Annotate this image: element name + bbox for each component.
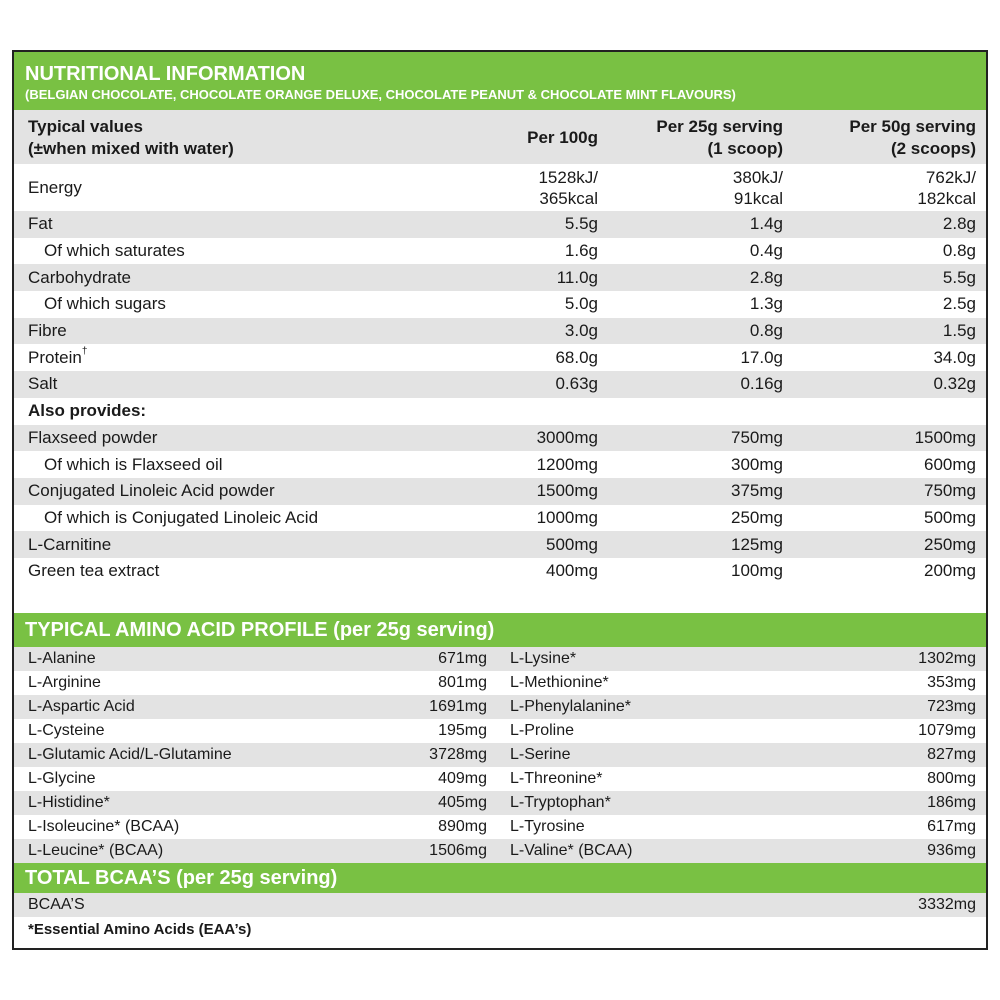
nutrition-title: NUTRITIONAL INFORMATION xyxy=(25,63,306,85)
value-per-25g xyxy=(598,211,783,238)
nutrient-label xyxy=(14,371,482,398)
value-per-50g-text: 1500mg xyxy=(914,427,976,447)
nutrient-label-text: Of which saturates xyxy=(44,241,185,261)
nutrient-row xyxy=(14,478,986,505)
energy-per-100g xyxy=(482,164,598,211)
value-per-50g-text: 2.8g xyxy=(942,214,976,234)
value-per-25g xyxy=(598,505,783,532)
nutrient-label xyxy=(14,558,482,585)
mixed-with-water-label: (±when mixed with water) xyxy=(28,139,234,158)
nutrient-rows xyxy=(14,211,986,398)
value-per-100g xyxy=(482,371,598,398)
value-per-100g xyxy=(482,558,598,585)
value-per-25g xyxy=(598,344,783,371)
nutrient-label-text: Of which sugars xyxy=(44,294,166,314)
value-per-100g xyxy=(482,211,598,238)
amino-acid-row xyxy=(14,695,500,719)
amino-acid-row xyxy=(14,671,500,695)
amino-acid-name: L-Cysteine xyxy=(28,721,105,739)
value-per-100g-text: 1.6g xyxy=(564,241,598,261)
value-per-25g xyxy=(598,238,783,265)
value-per-50g-text: 34.0g xyxy=(933,347,976,367)
amino-acid-name: L-Arginine xyxy=(28,673,101,691)
amino-acid-name: L-Tyrosine xyxy=(510,817,585,835)
nutrient-label-text: Of which is Flaxseed oil xyxy=(44,454,223,474)
energy-per-25g xyxy=(598,164,783,211)
nutrient-row xyxy=(14,531,986,558)
nutrient-label xyxy=(14,478,482,505)
amino-acid-value: 353mg xyxy=(927,673,976,691)
energy-per-50g xyxy=(783,164,986,211)
nutrient-row xyxy=(14,264,986,291)
value-per-100g-text: 5.0g xyxy=(564,294,598,314)
nutrient-label xyxy=(14,318,482,345)
energy-kj: 762kJ/ xyxy=(925,167,976,187)
amino-acid-value: 723mg xyxy=(927,697,976,715)
value-per-50g-text: 500mg xyxy=(924,507,976,527)
value-per-25g xyxy=(598,318,783,345)
value-per-50g-text: 200mg xyxy=(924,561,976,581)
per-25g-header xyxy=(598,110,783,164)
value-per-50g xyxy=(783,371,986,398)
value-per-25g xyxy=(598,425,783,452)
value-per-100g-text: 11.0g xyxy=(556,267,598,287)
amino-acid-value: 617mg xyxy=(927,817,976,835)
nutrient-label-text: Carbohydrate xyxy=(28,267,132,287)
nutrient-row xyxy=(14,344,986,371)
value-per-50g xyxy=(783,318,986,345)
nutrient-row xyxy=(14,558,986,585)
amino-right-column xyxy=(500,647,986,863)
nutrient-label-text: Flaxseed powder xyxy=(28,427,158,447)
nutrition-table-header xyxy=(14,110,986,164)
value-per-100g xyxy=(482,478,598,505)
amino-acid-value: 186mg xyxy=(927,793,976,811)
nutrient-label-text: L-Carnitine xyxy=(28,534,112,554)
value-per-100g-text: 5.5g xyxy=(564,214,598,234)
amino-acid-value: 1506mg xyxy=(429,841,487,859)
amino-acid-name: L-Threonine* xyxy=(510,769,603,787)
value-per-100g xyxy=(482,291,598,318)
amino-acid-row xyxy=(500,767,986,791)
value-per-50g xyxy=(783,478,986,505)
also-provides-label: Also provides: xyxy=(28,401,147,421)
amino-acid-row xyxy=(500,671,986,695)
value-per-25g-text: 17.0g xyxy=(740,347,783,367)
amino-acid-row xyxy=(500,815,986,839)
value-per-25g-text: 2.8g xyxy=(749,267,783,287)
value-per-25g-text: 250mg xyxy=(731,507,783,527)
nutrient-label-text: Of which is Conjugated Linoleic Acid xyxy=(44,507,319,527)
nutrient-label-text: Salt xyxy=(28,374,58,394)
value-per-50g-text: 5.5g xyxy=(942,267,976,287)
bcaa-value: 3332mg xyxy=(918,895,976,913)
amino-acid-name: L-Phenylalanine* xyxy=(510,697,631,715)
amino-acid-name: L-Lysine* xyxy=(510,649,577,667)
nutrient-label-text: Green tea extract xyxy=(28,561,160,581)
value-per-25g xyxy=(598,451,783,478)
value-per-50g xyxy=(783,291,986,318)
value-per-25g-text: 0.8g xyxy=(749,321,783,341)
amino-acid-value: 1302mg xyxy=(918,649,976,667)
amino-acid-value: 3728mg xyxy=(429,745,487,763)
amino-acid-name: L-Valine* (BCAA) xyxy=(510,841,633,859)
energy-label: Energy xyxy=(28,178,82,197)
amino-acid-row xyxy=(500,719,986,743)
amino-acid-value: 1079mg xyxy=(918,721,976,739)
nutrition-panel xyxy=(12,50,988,950)
value-per-25g-text: 125mg xyxy=(731,534,783,554)
amino-acid-name: L-Histidine* xyxy=(28,793,110,811)
value-per-100g-text: 3.0g xyxy=(564,321,598,341)
value-per-100g xyxy=(482,344,598,371)
value-per-100g-text: 1500mg xyxy=(536,481,598,501)
value-per-50g xyxy=(783,238,986,265)
value-per-25g xyxy=(598,558,783,585)
nutrient-row xyxy=(14,238,986,265)
nutrient-row xyxy=(14,291,986,318)
energy-kj: 380kJ/ xyxy=(732,167,783,187)
amino-acid-value: 800mg xyxy=(927,769,976,787)
amino-acid-row xyxy=(14,743,500,767)
value-per-25g-text: 1.4g xyxy=(749,214,783,234)
value-per-50g-text: 600mg xyxy=(924,454,976,474)
value-per-50g xyxy=(783,211,986,238)
amino-acid-row xyxy=(500,743,986,767)
amino-acid-name: L-Tryptophan* xyxy=(510,793,611,811)
value-per-100g xyxy=(482,425,598,452)
nutrient-row xyxy=(14,505,986,532)
value-per-50g xyxy=(783,344,986,371)
energy-kcal: 91kcal xyxy=(733,188,783,208)
footnote: *Essential Amino Acids (EAA’s) xyxy=(28,920,252,938)
per-100g-header: Per 100g xyxy=(482,110,598,164)
two-scoops-label: (2 scoops) xyxy=(890,139,976,158)
value-per-50g-text: 1.5g xyxy=(942,321,976,341)
value-per-50g xyxy=(783,505,986,532)
value-per-100g-text: 68.0g xyxy=(555,347,598,367)
nutrition-table xyxy=(14,110,986,585)
amino-acid-name: L-Glycine xyxy=(28,769,96,787)
nutrient-row xyxy=(14,318,986,345)
value-per-25g-text: 300mg xyxy=(731,454,783,474)
amino-acid-value: 671mg xyxy=(438,649,487,667)
nutrient-label xyxy=(14,531,482,558)
nutrient-label-text: Fibre xyxy=(28,321,67,341)
value-per-100g-text: 0.63g xyxy=(555,374,598,394)
value-per-100g xyxy=(482,238,598,265)
value-per-100g-text: 400mg xyxy=(546,561,598,581)
amino-acid-name: L-Serine xyxy=(510,745,571,763)
value-per-100g xyxy=(482,451,598,478)
value-per-50g-text: 2.5g xyxy=(942,294,976,314)
nutrient-label xyxy=(14,344,482,371)
typical-values-header xyxy=(14,110,482,164)
value-per-25g-text: 1.3g xyxy=(749,294,783,314)
nutrient-label-text: Protein xyxy=(28,347,82,367)
value-per-50g xyxy=(783,558,986,585)
amino-acid-value: 827mg xyxy=(927,745,976,763)
value-per-100g xyxy=(482,531,598,558)
energy-row xyxy=(14,164,986,211)
value-per-25g xyxy=(598,264,783,291)
amino-acid-row xyxy=(14,647,500,671)
value-per-100g xyxy=(482,318,598,345)
bcaa-row xyxy=(14,893,986,917)
value-per-25g xyxy=(598,478,783,505)
amino-acid-name: L-Methionine* xyxy=(510,673,609,691)
nutrient-label xyxy=(14,505,482,532)
per-25g-label: Per 25g serving xyxy=(656,117,783,136)
amino-acid-value: 409mg xyxy=(438,769,487,787)
section-spacer xyxy=(14,585,986,613)
amino-acid-value: 890mg xyxy=(438,817,487,835)
amino-acid-value: 195mg xyxy=(438,721,487,739)
amino-acid-row xyxy=(14,815,500,839)
amino-acid-row xyxy=(14,767,500,791)
value-per-50g xyxy=(783,531,986,558)
amino-acid-value: 936mg xyxy=(927,841,976,859)
bcaa-label: BCAA’S xyxy=(28,895,85,913)
value-per-25g-text: 0.16g xyxy=(740,374,783,394)
amino-acid-row xyxy=(14,719,500,743)
nutrient-row xyxy=(14,425,986,452)
amino-acid-name: L-Proline xyxy=(510,721,575,739)
amino-acid-row xyxy=(14,791,500,815)
value-per-25g-text: 100mg xyxy=(731,561,783,581)
nutrient-label xyxy=(14,264,482,291)
nutrient-label xyxy=(14,425,482,452)
amino-acid-row xyxy=(500,791,986,815)
value-per-25g xyxy=(598,531,783,558)
amino-acid-row xyxy=(500,647,986,671)
nutrient-row xyxy=(14,451,986,478)
value-per-25g xyxy=(598,291,783,318)
value-per-100g-text: 500mg xyxy=(546,534,598,554)
value-per-25g-text: 750mg xyxy=(731,427,783,447)
amino-acid-row xyxy=(500,695,986,719)
value-per-100g-text: 3000mg xyxy=(536,427,598,447)
value-per-50g-text: 250mg xyxy=(924,534,976,554)
nutrient-label xyxy=(14,238,482,265)
value-per-100g xyxy=(482,505,598,532)
nutrient-label xyxy=(14,451,482,478)
amino-acid-name: L-Isoleucine* (BCAA) xyxy=(28,817,180,835)
footnote-mark: † xyxy=(81,345,88,357)
typical-values-label: Typical values xyxy=(28,117,143,136)
per-50g-header xyxy=(783,110,986,164)
value-per-25g xyxy=(598,371,783,398)
value-per-100g xyxy=(482,264,598,291)
energy-kcal: 182kcal xyxy=(917,188,976,208)
nutrient-label-text: Fat xyxy=(28,214,53,234)
per-50g-label: Per 50g serving xyxy=(849,117,976,136)
value-per-50g-text: 0.32g xyxy=(933,374,976,394)
nutrient-label xyxy=(14,211,482,238)
nutrient-label xyxy=(14,291,482,318)
nutrient-row xyxy=(14,211,986,238)
value-per-25g-text: 0.4g xyxy=(749,241,783,261)
nutrition-subtitle: (BELGIAN CHOCOLATE, CHOCOLATE ORANGE DELUXE, CHOCOLATE PEANUT & CHOCOLATE MINT FLAVOURS) xyxy=(25,87,736,102)
amino-acid-value: 1691mg xyxy=(429,697,487,715)
value-per-50g-text: 750mg xyxy=(924,481,976,501)
value-per-100g-text: 1200mg xyxy=(536,454,598,474)
value-per-100g-text: 1000mg xyxy=(536,507,598,527)
amino-acid-name: L-Alanine xyxy=(28,649,96,667)
amino-acid-value: 801mg xyxy=(438,673,487,691)
amino-left-column xyxy=(14,647,500,863)
bcaa-title: TOTAL BCAA’S (per 25g serving) xyxy=(14,863,986,893)
value-per-50g-text: 0.8g xyxy=(942,241,976,261)
value-per-50g xyxy=(783,425,986,452)
value-per-50g xyxy=(783,264,986,291)
energy-kcal: 365kcal xyxy=(539,188,598,208)
nutrient-label-text: Conjugated Linoleic Acid powder xyxy=(28,481,275,501)
amino-acid-value: 405mg xyxy=(438,793,487,811)
also-provides-rows xyxy=(14,425,986,585)
amino-acid-name: L-Glutamic Acid/L-Glutamine xyxy=(28,745,232,763)
value-per-50g xyxy=(783,451,986,478)
amino-acid-profile xyxy=(14,647,986,863)
amino-acid-row xyxy=(500,839,986,863)
amino-title: TYPICAL AMINO ACID PROFILE (per 25g serving) xyxy=(14,613,986,647)
value-per-25g-text: 375mg xyxy=(731,481,783,501)
amino-acid-name: L-Leucine* (BCAA) xyxy=(28,841,164,859)
nutrition-header-bar xyxy=(14,52,986,110)
also-provides-row xyxy=(14,398,986,425)
amino-acid-name: L-Aspartic Acid xyxy=(28,697,135,715)
energy-kj: 1528kJ/ xyxy=(538,167,598,187)
amino-acid-row xyxy=(14,839,500,863)
nutrient-row xyxy=(14,371,986,398)
one-scoop-label: (1 scoop) xyxy=(707,139,783,158)
